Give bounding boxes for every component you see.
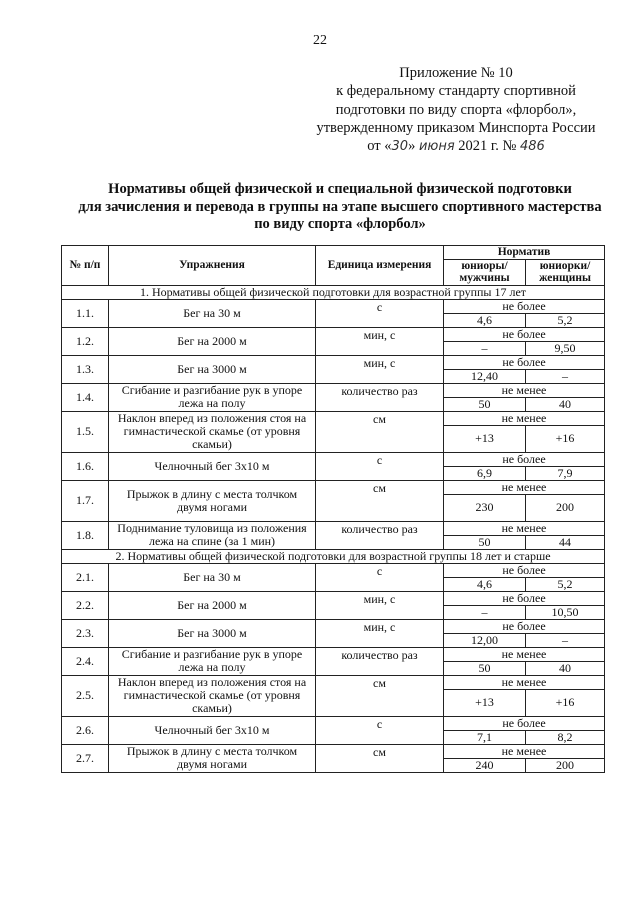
row-condition: не менее — [444, 744, 605, 758]
row-condition: не менее — [444, 521, 605, 535]
header-male: юниоры/ мужчины — [444, 259, 526, 285]
page-number: 22 — [313, 33, 327, 48]
table-row — [62, 355, 605, 369]
row-number: 2.1. — [62, 563, 109, 591]
row-value-male: 230 — [444, 494, 526, 521]
row-exercise: Бег на 30 м — [109, 563, 316, 591]
row-exercise: Прыжок в длину с места толчком двумя ногами — [109, 480, 316, 521]
row-number: 1.7. — [62, 480, 109, 521]
row-number: 2.4. — [62, 647, 109, 675]
row-exercise: Бег на 3000 м — [109, 355, 316, 383]
table-row — [62, 591, 605, 605]
row-value-male: +13 — [444, 425, 526, 452]
row-value-female: 5,2 — [526, 577, 605, 591]
table-row — [62, 411, 605, 425]
row-value-male: 50 — [444, 397, 526, 411]
appendix-line-1: Приложение № 10 — [399, 65, 513, 81]
row-exercise: Челночный бег 3х10 м — [109, 716, 316, 744]
document-title — [60, 181, 620, 234]
row-exercise: Наклон вперед из положения стоя на гимнастической скамье (от уровня скамьи) — [109, 675, 316, 716]
table-row — [62, 744, 605, 758]
row-exercise: Бег на 30 м — [109, 299, 316, 327]
table-row — [62, 716, 605, 730]
header-exercise: Упражнения — [109, 246, 316, 286]
row-condition: не менее — [444, 383, 605, 397]
row-value-female: 8,2 — [526, 730, 605, 744]
appendix-block — [300, 64, 612, 156]
row-exercise: Поднимание туловища из положения лежа на спине (за 1 мин) — [109, 521, 316, 549]
table-row — [62, 647, 605, 661]
section-title: 2. Нормативы общей физической подготовки для возрастной группы 18 лет и старше — [62, 549, 605, 563]
order-number: 486 — [519, 139, 545, 155]
row-condition: не менее — [444, 411, 605, 425]
table-row — [62, 452, 605, 466]
table-row — [62, 480, 605, 494]
row-value-female: +16 — [526, 425, 605, 452]
date-mid: » — [408, 138, 416, 155]
row-number: 1.4. — [62, 383, 109, 411]
row-unit: мин, с — [316, 619, 444, 647]
header-num: № п/п — [62, 246, 109, 286]
date-year: 2021 г. № — [458, 138, 517, 155]
row-unit: см — [316, 411, 444, 452]
date-month: июня — [418, 139, 455, 155]
row-value-female: 200 — [526, 494, 605, 521]
row-value-male: 4,6 — [444, 313, 526, 327]
row-number: 2.2. — [62, 591, 109, 619]
row-unit: мин, с — [316, 327, 444, 355]
row-value-male: 50 — [444, 535, 526, 549]
date-prefix: от « — [367, 138, 392, 155]
appendix-line-4: утвержденному приказом Минспорта России — [316, 119, 596, 136]
row-unit: количество раз — [316, 647, 444, 675]
header-norm: Норматив — [444, 246, 605, 260]
row-number: 1.6. — [62, 452, 109, 480]
table-row — [62, 327, 605, 341]
row-exercise: Сгибание и разгибание рук в упоре лежа на полу — [109, 647, 316, 675]
row-unit: количество раз — [316, 521, 444, 549]
row-exercise: Бег на 2000 м — [109, 591, 316, 619]
section-title: 1. Нормативы общей физической подготовки для возрастной группы 17 лет — [62, 285, 605, 299]
row-number: 2.6. — [62, 716, 109, 744]
row-condition: не более — [444, 452, 605, 466]
row-value-female: 200 — [526, 758, 605, 772]
table-row — [62, 299, 605, 313]
row-value-female: 40 — [526, 397, 605, 411]
row-unit: см — [316, 480, 444, 521]
appendix-line-3: подготовки по виду спорта «флорбол», — [335, 101, 577, 118]
row-value-male: 50 — [444, 661, 526, 675]
row-number: 1.3. — [62, 355, 109, 383]
row-value-female: – — [526, 633, 605, 647]
row-condition: не более — [444, 619, 605, 633]
row-number: 1.8. — [62, 521, 109, 549]
row-unit: количество раз — [316, 383, 444, 411]
header-female: юниорки/ женщины — [526, 259, 605, 285]
row-condition: не более — [444, 327, 605, 341]
row-unit: мин, с — [316, 591, 444, 619]
table-row — [62, 619, 605, 633]
row-condition: не более — [444, 716, 605, 730]
section-row — [62, 285, 605, 299]
section-row — [62, 549, 605, 563]
title-line-1: Нормативы общей физической и специальной физической подготовки — [108, 181, 572, 197]
row-value-male: 4,6 — [444, 577, 526, 591]
date-day: 30 — [391, 139, 409, 155]
row-number: 1.2. — [62, 327, 109, 355]
table-row — [62, 521, 605, 535]
row-condition: не более — [444, 563, 605, 577]
row-value-female: 7,9 — [526, 466, 605, 480]
row-number: 1.1. — [62, 299, 109, 327]
row-value-female: – — [526, 369, 605, 383]
title-line-3: по виду спорта «флорбол» — [254, 216, 426, 232]
row-unit: с — [316, 716, 444, 744]
row-value-male: 6,9 — [444, 466, 526, 480]
row-unit: с — [316, 299, 444, 327]
table-row — [62, 675, 605, 689]
row-condition: не менее — [444, 647, 605, 661]
row-exercise: Наклон вперед из положения стоя на гимнастической скамье (от уровня скамьи) — [109, 411, 316, 452]
title-line-2: для зачисления и перевода в группы на этапе высшего спортивного мастерства — [78, 198, 602, 215]
row-value-male: – — [444, 341, 526, 355]
row-exercise: Сгибание и разгибание рук в упоре лежа на полу — [109, 383, 316, 411]
row-value-male: 12,40 — [444, 369, 526, 383]
row-exercise: Челночный бег 3х10 м — [109, 452, 316, 480]
row-unit: см — [316, 744, 444, 772]
row-number: 1.5. — [62, 411, 109, 452]
row-number: 2.3. — [62, 619, 109, 647]
row-number: 2.5. — [62, 675, 109, 716]
header-unit: Единица измерения — [316, 246, 444, 286]
row-value-male: – — [444, 605, 526, 619]
appendix-date-line — [300, 137, 612, 156]
row-condition: не более — [444, 299, 605, 313]
row-exercise: Бег на 3000 м — [109, 619, 316, 647]
row-condition: не менее — [444, 675, 605, 689]
row-number: 2.7. — [62, 744, 109, 772]
row-value-female: 44 — [526, 535, 605, 549]
table-row — [62, 563, 605, 577]
table-body — [62, 285, 605, 772]
row-value-female: 5,2 — [526, 313, 605, 327]
row-condition: не менее — [444, 480, 605, 494]
row-unit: см — [316, 675, 444, 716]
row-value-female: 9,50 — [526, 341, 605, 355]
row-value-female: 40 — [526, 661, 605, 675]
appendix-line-2: к федеральному стандарту спортивной — [336, 83, 576, 100]
row-exercise: Бег на 2000 м — [109, 327, 316, 355]
row-condition: не более — [444, 355, 605, 369]
row-condition: не более — [444, 591, 605, 605]
row-value-male: 12,00 — [444, 633, 526, 647]
row-value-male: +13 — [444, 689, 526, 716]
row-value-female: +16 — [526, 689, 605, 716]
row-unit: мин, с — [316, 355, 444, 383]
row-value-male: 7,1 — [444, 730, 526, 744]
row-value-male: 240 — [444, 758, 526, 772]
table-row — [62, 383, 605, 397]
row-exercise: Прыжок в длину с места толчком двумя ногами — [109, 744, 316, 772]
row-unit: с — [316, 452, 444, 480]
row-value-female: 10,50 — [526, 605, 605, 619]
norms-table — [61, 245, 605, 773]
row-unit: с — [316, 563, 444, 591]
